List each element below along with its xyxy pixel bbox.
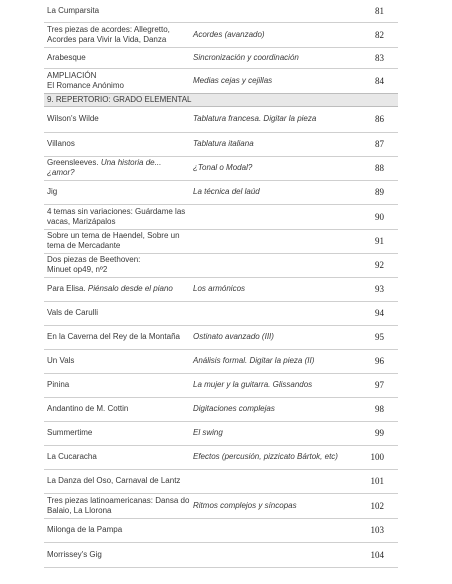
- entry-title: [44, 325, 190, 349]
- entry-title: [44, 542, 190, 567]
- page-number: 82: [348, 22, 398, 47]
- toc-row: [44, 277, 398, 301]
- entry-topic: La técnica del laúd: [190, 180, 348, 204]
- entry-topic: Ritmos complejos y síncopas: [190, 493, 348, 518]
- entry-title-text: Tres piezas latinoamericanas: Dansa do Balaio, La Llorona: [47, 495, 190, 515]
- toc-row: [44, 301, 398, 325]
- toc-row: [44, 229, 398, 253]
- entry-topic: Tablatura francesa. Digitar la pieza: [190, 106, 348, 132]
- page-number: 90: [348, 204, 398, 229]
- entry-title-text: La Cumparsita: [47, 5, 100, 15]
- entry-topic: [190, 253, 348, 277]
- entry-title-text: Pinina: [47, 380, 70, 389]
- toc-row: [44, 421, 398, 445]
- entry-title: [44, 229, 190, 253]
- page-number: 91: [348, 229, 398, 253]
- entry-title-subtitle: Piénsalo desde el piano: [87, 284, 173, 293]
- entry-title: [44, 180, 190, 204]
- page-number: 101: [348, 469, 398, 493]
- entry-title: [44, 204, 190, 229]
- entry-title: [44, 132, 190, 156]
- toc-row: [44, 0, 398, 22]
- toc-row: [44, 325, 398, 349]
- entry-title: [44, 301, 190, 325]
- toc-body: [44, 0, 398, 567]
- page-number: 83: [348, 47, 398, 68]
- entry-title: [44, 518, 190, 542]
- entry-title-text: Villanos: [47, 139, 75, 148]
- entry-title: [44, 469, 190, 493]
- page-number: 84: [348, 68, 398, 93]
- entry-title: [44, 22, 190, 47]
- section-title: 9. REPERTORIO: GRADO ELEMENTAL: [44, 93, 398, 106]
- toc-row: [44, 204, 398, 229]
- toc-row: [44, 156, 398, 180]
- entry-title-text: Andantino de M. Cottin: [47, 404, 129, 413]
- toc-row: [44, 397, 398, 421]
- toc-row: [44, 22, 398, 47]
- entry-topic: [190, 301, 348, 325]
- page-number: 96: [348, 349, 398, 373]
- page-number: 86: [348, 106, 398, 132]
- entry-title-text: La Danza del Oso, Carnaval de Lantz: [47, 476, 181, 485]
- page-number: 92: [348, 253, 398, 277]
- page-number: 102: [348, 493, 398, 518]
- entry-topic: [190, 518, 348, 542]
- entry-title-text: Greensleeves.: [47, 158, 101, 167]
- page-number: 81: [375, 5, 384, 16]
- page-number: 97: [348, 373, 398, 397]
- entry-topic: [190, 204, 348, 229]
- entry-title: [44, 445, 190, 469]
- toc-row: [44, 106, 398, 132]
- entry-title: [44, 493, 190, 518]
- page-number: 89: [348, 180, 398, 204]
- entry-topic: Medias cejas y cejillas: [190, 68, 348, 93]
- page-number: 99: [348, 421, 398, 445]
- toc-row: [44, 373, 398, 397]
- entry-title: [44, 397, 190, 421]
- entry-title-text: En la Caverna del Rey de la Montaña: [47, 332, 180, 341]
- page-number: 93: [348, 277, 398, 301]
- entry-topic: [190, 542, 348, 567]
- entry-topic: El swing: [190, 421, 348, 445]
- entry-topic: Efectos (percusión, pizzicato Bártok, etc): [190, 445, 348, 469]
- page-number: 95: [348, 325, 398, 349]
- entry-topic: Acordes (avanzado): [190, 22, 348, 47]
- entry-topic: [190, 469, 348, 493]
- entry-topic: Los armónicos: [190, 277, 348, 301]
- entry-topic: Sincronización y coordinación: [190, 47, 348, 68]
- toc-row: [44, 542, 398, 567]
- entry-topic: [190, 229, 348, 253]
- entry-title-text: Tres piezas de acordes: Allegretto, Acordes para Vivir la Vida, Danza: [47, 24, 170, 44]
- entry-title-text: 4 temas sin variaciones: Guárdame las vacas, Marizápalos: [47, 206, 186, 226]
- entry-topic: Ostinato avanzado (III): [190, 325, 348, 349]
- toc-row: [44, 445, 398, 469]
- entry-title: [44, 0, 190, 22]
- table-of-contents: [44, 0, 398, 568]
- toc-row: [44, 253, 398, 277]
- entry-title: [44, 156, 190, 180]
- entry-topic: Digitaciones complejas: [190, 397, 348, 421]
- toc-row: [44, 493, 398, 518]
- page-number: 103: [348, 518, 398, 542]
- entry-title-text: Para Elisa.: [47, 284, 88, 293]
- entry-title-text: Wilson's Wilde: [47, 114, 99, 123]
- entry-title: [44, 373, 190, 397]
- entry-topic: La mujer y la guitarra. Glissandos: [190, 373, 348, 397]
- toc-row: [44, 68, 398, 93]
- entry-title-text: La Cucaracha: [47, 452, 97, 461]
- entry-title-text: Jig: [47, 187, 58, 196]
- page-number: 104: [348, 542, 398, 567]
- entry-title: [44, 106, 190, 132]
- entry-topic: Análisis formal. Digitar la pieza (II): [190, 349, 348, 373]
- page-number: 88: [348, 156, 398, 180]
- page-number: 100: [348, 445, 398, 469]
- toc-row: [44, 469, 398, 493]
- entry-topic: [190, 0, 348, 22]
- entry-title-text: Summertime: [47, 428, 93, 437]
- entry-title-subtitle: Una historia de... ¿amor?: [47, 158, 162, 177]
- page-number: 87: [348, 132, 398, 156]
- toc-row: [44, 47, 398, 68]
- entry-topic: ¿Tonal o Modal?: [190, 156, 348, 180]
- toc-row: [44, 518, 398, 542]
- section-header: [44, 93, 398, 106]
- entry-title-text: Milonga de la Pampa: [47, 525, 123, 534]
- entry-title-text: Dos piezas de Beethoven: Minuet op49, nº2: [47, 255, 141, 274]
- entry-title: [44, 68, 190, 93]
- entry-title: [44, 47, 190, 68]
- entry-title-text: Un Vals: [47, 356, 75, 365]
- entry-title-text: Morrissey's Gig: [47, 549, 102, 559]
- entry-topic: Tablatura italiana: [190, 132, 348, 156]
- page-number: 98: [348, 397, 398, 421]
- toc-row: [44, 180, 398, 204]
- entry-title-text: Arabesque: [47, 52, 86, 62]
- toc-row: [44, 349, 398, 373]
- entry-title: [44, 349, 190, 373]
- entry-title: [44, 421, 190, 445]
- page-number: 94: [348, 301, 398, 325]
- entry-title: [44, 253, 190, 277]
- entry-title: [44, 277, 190, 301]
- entry-title-text: AMPLIACIÓN El Romance Anónimo: [47, 70, 124, 90]
- toc-row: [44, 132, 398, 156]
- entry-title-text: Vals de Carulli: [47, 308, 98, 317]
- entry-title-text: Sobre un tema de Haendel, Sobre un tema de Mercadante: [47, 231, 180, 250]
